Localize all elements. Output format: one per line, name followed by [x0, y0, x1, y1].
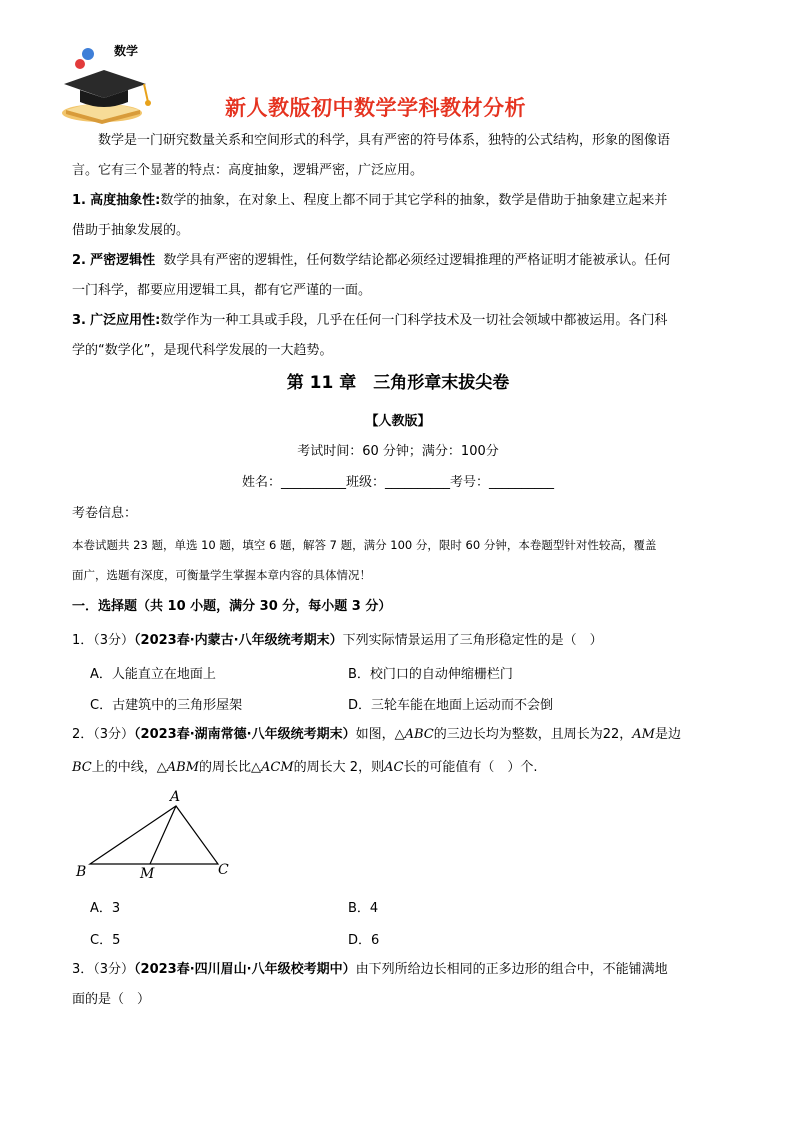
- feature-1: [72, 186, 724, 216]
- feature-3-cont: 学的“数学化”，是现代科学发展的一大趋势。: [72, 343, 333, 358]
- q3-prefix: 3．（3分）: [72, 962, 135, 977]
- q2-option-d[interactable]: D．6: [348, 933, 380, 948]
- triangle-figure: [70, 786, 240, 886]
- exam-info-line-2: 面广，选题有深度，可衡量学生掌握本章内容的具体情况！: [72, 568, 371, 582]
- feature-3-text: 数学作为一种工具或手段，几乎在任何一门科学技术及一切社会领域中都被运用。各门科: [160, 313, 668, 328]
- q2-prefix: 2．（3分）: [72, 727, 135, 742]
- feature-3: [72, 306, 724, 336]
- feature-2-text: 数学具有严密的逻辑性，任何数学结论都必须经过逻辑推理的严格证明才能被承认。任何: [163, 253, 671, 268]
- feature-2-cont: 一门科学，都要应用逻辑工具，都有它严谨的一面。: [72, 283, 372, 298]
- q2-acm: ACM: [261, 760, 294, 775]
- logo-label: 数学: [114, 44, 139, 58]
- q2-ac: AC: [384, 760, 404, 775]
- page-title: 新人教版初中数学学科教材分析: [225, 96, 526, 120]
- q3-text: 由下列所给边长相同的正多边形的组合中，不能铺满地: [355, 962, 668, 977]
- exam-fields: 姓名：__________班级：__________考号：__________: [241, 475, 554, 490]
- q1-option-b[interactable]: B．校门口的自动伸缩栅栏门: [348, 667, 513, 682]
- point-m-label: M: [140, 866, 155, 882]
- intro-line-1: 数学是一门研究数量关系和空间形式的科学，具有严密的符号体系，独特的公式结构，形象的图像语: [98, 133, 671, 148]
- exam-time: 考试时间：60 分钟；满分：100分: [297, 444, 499, 459]
- q2-abc: ABC: [404, 727, 434, 742]
- q2-option-c[interactable]: C．5: [90, 933, 121, 948]
- vertex-a-label: A: [170, 789, 181, 805]
- question-3-cont: 面的是（ ）: [72, 992, 151, 1007]
- feature-1-label: 高度抽象性:: [90, 193, 161, 208]
- feature-1-cont: 借助于抽象发展的。: [72, 223, 190, 238]
- q2-text-e: 的周长比△: [199, 760, 262, 775]
- graduation-cap-icon: [58, 40, 168, 126]
- feature-1-num: 1.: [72, 193, 86, 208]
- feature-1-text: 数学的抽象，在对象上、程度上都不同于其它学科的抽象，数学是借助于抽象建立起来并: [160, 193, 668, 208]
- exam-title: 第 11 章 三角形章末拔尖卷: [286, 373, 510, 393]
- q1-text: 下列实际情景运用了三角形稳定性的是（ ）: [342, 633, 603, 648]
- q2-text-a: 如图，△: [355, 727, 405, 742]
- q2-text-d: 上的中线，△: [91, 760, 167, 775]
- q2-option-a[interactable]: A．3: [90, 901, 121, 916]
- feature-3-num: 3.: [72, 313, 86, 328]
- q2-source: （2023春·湖南常德·八年级统考期末）: [134, 727, 356, 742]
- feature-2-num: 2.: [72, 253, 86, 268]
- feature-2-label: 严密逻辑性: [90, 253, 156, 268]
- q1-source: （2023春·内蒙古·八年级统考期末）: [134, 633, 343, 648]
- feature-2: [72, 246, 724, 276]
- feature-3-label: 广泛应用性:: [90, 313, 161, 328]
- vertex-c-label: C: [218, 862, 229, 878]
- logo: [58, 40, 168, 126]
- q1-option-d[interactable]: D．三轮车能在地面上运动而不会倒: [348, 698, 554, 713]
- exam-info-label: 考卷信息：: [72, 506, 138, 521]
- question-1: [72, 626, 724, 656]
- question-2-cont: [72, 753, 724, 783]
- q2-option-b[interactable]: B．4: [348, 901, 379, 916]
- section-heading: 一．选择题（共 10 小题，满分 30 分，每小题 3 分）: [72, 599, 392, 614]
- q2-abm: ABM: [166, 760, 200, 775]
- q2-text-f: 的周长大 2，则: [293, 760, 385, 775]
- exam-info-line-1: 本卷试题共 23 题，单选 10 题，填空 6 题，解答 7 题，满分 100 分，限时 60 分钟，本卷题型针对性较高，覆盖: [72, 538, 657, 552]
- q1-prefix: 1．（3分）: [72, 633, 135, 648]
- q1-option-a[interactable]: A．人能直立在地面上: [90, 667, 216, 682]
- question-3: [72, 955, 724, 985]
- exam-edition: 【人教版】: [365, 414, 431, 429]
- q2-text-c: 是边: [655, 727, 682, 742]
- question-2: [72, 720, 724, 750]
- q2-bc: BC: [72, 760, 92, 775]
- q1-option-c[interactable]: C．古建筑中的三角形屋架: [90, 698, 243, 713]
- intro-line-2: 言。它有三个显著的特点：高度抽象，逻辑严密，广泛应用。: [72, 163, 424, 178]
- q2-text-g: 长的可能值有（ ）个.: [403, 760, 538, 775]
- q2-am: AM: [632, 727, 655, 742]
- q3-source: （2023春·四川眉山·八年级校考期中）: [134, 962, 356, 977]
- vertex-b-label: B: [76, 864, 87, 880]
- q2-text-b: 的三边长均为整数，且周长为22，: [433, 727, 633, 742]
